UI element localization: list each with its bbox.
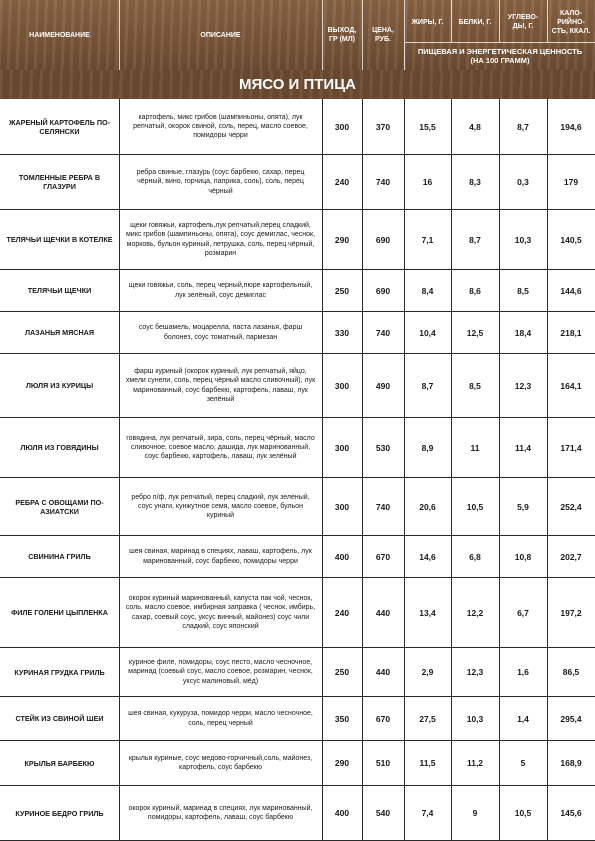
table-row bbox=[0, 648, 595, 697]
dish-carbs: 6,7 bbox=[517, 607, 529, 618]
column-divider bbox=[547, 99, 548, 841]
section-title: МЯСО И ПТИЦА bbox=[0, 70, 595, 99]
dish-output: 240 bbox=[334, 177, 350, 187]
dish-name: ТОМЛЕННЫЕ РЕБРА В ГЛАЗУРИ bbox=[18, 173, 101, 191]
column-divider bbox=[322, 99, 323, 841]
dish-description: крылья куриные, соус медово-горчичный,соль, майонез, картофель, соус барбекю bbox=[128, 754, 313, 771]
dish-output: 240 bbox=[334, 607, 350, 618]
dish-output: 350 bbox=[334, 713, 350, 724]
header-carbs: УГЛЕВО-ДЫ, Г. bbox=[507, 14, 539, 30]
column-divider bbox=[404, 99, 405, 841]
dish-name: ЛЮЛЯ ИЗ КУРИЦЫ bbox=[25, 381, 94, 390]
dish-price: 690 bbox=[375, 285, 391, 296]
column-divider bbox=[362, 99, 363, 841]
dish-price: 510 bbox=[375, 758, 391, 768]
dish-description: ребра свиные, глазурь (соус барбекю, сахар, перец чёрный, вино, горчица, паприка, соль), соль, перец чёрный bbox=[136, 169, 305, 195]
dish-price: 740 bbox=[375, 177, 391, 187]
dish-fat: 2,9 bbox=[421, 667, 434, 677]
dish-name: КУРИНАЯ ГРУДКА ГРИЛЬ bbox=[14, 667, 105, 677]
dish-price: 740 bbox=[375, 327, 391, 338]
dish-description: щеки говяжьи, соль, перец черный,пюре картофельный, лук зелёный, соус демиглас bbox=[128, 282, 313, 299]
dish-fat: 7,1 bbox=[421, 234, 434, 245]
dish-kcal: 202,7 bbox=[560, 551, 582, 562]
dish-description: фарш куриный (окорок куриный, лук репчатый, яйцо, хмели сунели, соль, перец чёрный масло сливочный), лук маринованный, соус барбекю, картофель, лаваш, лук зелёный bbox=[125, 368, 316, 403]
dish-output: 290 bbox=[334, 758, 350, 768]
dish-carbs: 8,5 bbox=[517, 285, 529, 296]
dish-protein: 8,5 bbox=[469, 380, 481, 391]
dish-carbs: 8,7 bbox=[517, 121, 529, 132]
dish-protein: 8,3 bbox=[469, 177, 481, 187]
dish-kcal: 252,4 bbox=[560, 501, 582, 512]
dish-fat: 8,4 bbox=[421, 285, 434, 296]
dish-name: ЛЮЛЯ ИЗ ГОВЯДИНЫ bbox=[20, 443, 99, 452]
table-row bbox=[0, 478, 595, 536]
table-row bbox=[0, 741, 595, 786]
dish-kcal: 86,5 bbox=[562, 667, 580, 677]
dish-kcal: 164,1 bbox=[560, 380, 582, 391]
table-header bbox=[0, 0, 595, 70]
dish-protein: 6,8 bbox=[469, 551, 481, 562]
dish-name: ФИЛЕ ГОЛЕНИ ЦЫПЛЕНКА bbox=[11, 608, 108, 617]
dish-output: 300 bbox=[334, 380, 350, 391]
dish-carbs: 5 bbox=[520, 758, 526, 768]
dish-description: картофель, микс грибов (шампиньоны, опята), лук репчатый, окорок свиной, соль, перец, масло соевое, помидоры черри bbox=[133, 113, 308, 140]
dish-name: СТЕЙК ИЗ СВИНОЙ ШЕИ bbox=[15, 714, 104, 723]
column-divider bbox=[451, 99, 452, 841]
dish-protein: 12,2 bbox=[466, 607, 484, 618]
table-row bbox=[0, 697, 595, 741]
dish-fat: 27,5 bbox=[419, 713, 436, 724]
header-divider bbox=[119, 0, 120, 70]
dish-price: 440 bbox=[375, 667, 391, 677]
dish-name: КУРИНОЕ БЕДРО ГРИЛЬ bbox=[15, 808, 104, 818]
dish-carbs: 10,8 bbox=[514, 551, 532, 562]
dish-price: 670 bbox=[375, 551, 391, 562]
header-divider bbox=[404, 42, 595, 43]
dish-protein: 12,3 bbox=[466, 667, 484, 677]
dish-output: 290 bbox=[334, 234, 350, 245]
table-row bbox=[0, 536, 595, 578]
table-row bbox=[0, 786, 595, 841]
dish-fat: 7,4 bbox=[421, 808, 434, 818]
dish-carbs: 10,3 bbox=[514, 234, 532, 245]
dish-protein: 12,5 bbox=[466, 327, 484, 338]
dish-output: 300 bbox=[334, 442, 350, 453]
dish-price: 440 bbox=[375, 607, 391, 618]
dish-description: окорок куриный, маринад в специях, лук маринованный, помидоры, картофель, лаваш, соус барбекю bbox=[128, 804, 313, 821]
dish-price: 740 bbox=[375, 501, 391, 512]
dish-description: окорок куриный маринованный, капуста пак чой, чеснок, соль, масло соевое, имбирная заправка ( чеснок, имбирь, сахар, соевый соус, уксус винный, майонез) соус чили сладкий, соус японский bbox=[125, 595, 316, 630]
dish-output: 250 bbox=[334, 285, 350, 296]
dish-price: 670 bbox=[375, 713, 391, 724]
dish-protein: 10,3 bbox=[466, 713, 484, 724]
table-row bbox=[0, 418, 595, 478]
header-divider bbox=[404, 0, 405, 70]
dish-description: шея свиная, кукуруза, помидор черри, масло чесночное, соль, перец черный bbox=[128, 710, 313, 727]
menu-table bbox=[0, 99, 595, 841]
header-description: ОПИСАНИЕ bbox=[200, 31, 241, 39]
header-price: ЦЕНА, РУБ. bbox=[372, 27, 394, 43]
dish-fat: 8,7 bbox=[421, 380, 434, 391]
dish-output: 400 bbox=[334, 808, 350, 818]
dish-name: ТЕЛЯЧЬИ ЩЕЧКИ В КОТЕЛКЕ bbox=[6, 235, 113, 244]
dish-protein: 10,5 bbox=[466, 501, 484, 512]
dish-protein: 9 bbox=[472, 808, 478, 818]
dish-kcal: 168,9 bbox=[560, 758, 582, 768]
header-nutrition: ПИЩЕВАЯ И ЭНЕРГЕТИЧЕСКАЯ ЦЕННОСТЬ (НА 100 ГРАММ) bbox=[417, 47, 583, 65]
dish-kcal: 218,1 bbox=[560, 327, 582, 338]
header-divider bbox=[451, 0, 452, 42]
header-fat: ЖИРЫ, Г. bbox=[411, 18, 444, 26]
table-row bbox=[0, 312, 595, 354]
table-row bbox=[0, 155, 595, 210]
dish-description: соус бешамель, моцарелла, паста лазанья, фарш болонез, соус томатный, пармезан bbox=[138, 324, 303, 341]
dish-kcal: 145,6 bbox=[560, 808, 582, 818]
dish-price: 530 bbox=[375, 442, 391, 453]
dish-kcal: 179 bbox=[563, 177, 579, 187]
table-row bbox=[0, 99, 595, 155]
dish-name: ЖАРЕНЫЙ КАРТОФЕЛЬ ПО- СЕЛЯНСКИ bbox=[8, 117, 111, 136]
table-row bbox=[0, 578, 595, 648]
dish-kcal: 144,6 bbox=[560, 285, 582, 296]
dish-name: СВИНИНА ГРИЛЬ bbox=[28, 552, 91, 561]
header-divider bbox=[499, 0, 500, 42]
column-divider bbox=[119, 99, 120, 841]
table-row bbox=[0, 354, 595, 418]
dish-carbs: 1,6 bbox=[517, 667, 529, 677]
dish-fat: 11,5 bbox=[419, 758, 436, 768]
dish-kcal: 171,4 bbox=[560, 442, 582, 453]
dish-protein: 4,8 bbox=[469, 121, 481, 132]
dish-price: 370 bbox=[375, 121, 391, 132]
dish-fat: 10,4 bbox=[419, 327, 436, 338]
dish-output: 330 bbox=[334, 327, 350, 338]
column-divider bbox=[499, 99, 500, 841]
dish-fat: 15,5 bbox=[419, 121, 436, 132]
dish-description: шея свиная, маринад в специях, лаваш, картофель, лук маринованный, соус барбекю, помидоры черри bbox=[129, 548, 312, 565]
dish-price: 540 bbox=[375, 808, 391, 818]
dish-carbs: 0,3 bbox=[517, 177, 529, 187]
header-name: НАИМЕНОВАНИЕ bbox=[29, 31, 90, 39]
dish-kcal: 295,4 bbox=[560, 713, 582, 724]
dish-description: говядина, лук репчатый, зира, соль, перец чёрный, масло сливочное, соевое масло, дашида, лук маринованный, соус барбекю, картофель, лаваш, лук зелёный bbox=[126, 434, 315, 461]
dish-name: КРЫЛЬЯ БАРБЕКЮ bbox=[24, 758, 95, 768]
header-protein: БЕЛКИ, Г. bbox=[458, 18, 492, 26]
dish-description: ребро п/ф, лук репчатый, перец сладкий, лук зеленый, соус унаги, кунжутное семя, масло соевое, бульон куриный bbox=[131, 493, 310, 520]
header-divider bbox=[322, 0, 323, 70]
dish-carbs: 10,5 bbox=[514, 808, 532, 818]
header-divider bbox=[547, 0, 548, 42]
dish-price: 490 bbox=[375, 380, 391, 391]
dish-fat: 14,6 bbox=[419, 551, 436, 562]
dish-name: ЛАЗАНЬЯ МЯСНАЯ bbox=[24, 328, 95, 337]
dish-fat: 16 bbox=[422, 177, 433, 187]
dish-protein: 8,6 bbox=[469, 285, 481, 296]
dish-kcal: 197,2 bbox=[560, 607, 582, 618]
dish-name: РЕБРА С ОВОЩАМИ ПО-АЗИАТСКИ bbox=[15, 497, 104, 516]
dish-protein: 11 bbox=[470, 442, 480, 453]
dish-description: щеки говяжьи, картофель,лук репчатый,перец сладкий, микс грибов (шампиньоны, опята), соус демиглас, чеснок, морковь, бульон куриный, петрушка, соль, перец чёрный, розмарин bbox=[125, 222, 316, 257]
dish-price: 690 bbox=[375, 234, 391, 245]
dish-protein: 11,2 bbox=[466, 758, 484, 768]
dish-carbs: 12,3 bbox=[514, 380, 532, 391]
dish-fat: 20,6 bbox=[419, 501, 436, 512]
header-kcal: КАЛО-РИЙНО-СТЬ, ККАЛ. bbox=[551, 9, 591, 35]
dish-fat: 8,9 bbox=[421, 442, 434, 453]
table-row bbox=[0, 270, 595, 312]
dish-name: ТЕЛЯЧЬИ ЩЕЧКИ bbox=[27, 286, 92, 295]
dish-kcal: 140,5 bbox=[560, 234, 582, 245]
dish-carbs: 11,4 bbox=[514, 442, 532, 453]
dish-protein: 8,7 bbox=[469, 234, 481, 245]
header-output: ВЫХОД, ГР (МЛ) bbox=[327, 27, 357, 43]
dish-fat: 13,4 bbox=[419, 607, 436, 618]
dish-output: 300 bbox=[334, 121, 350, 132]
dish-output: 300 bbox=[334, 501, 350, 512]
dish-carbs: 18,4 bbox=[514, 327, 532, 338]
dish-carbs: 5,9 bbox=[517, 501, 529, 512]
header-divider bbox=[362, 0, 363, 70]
dish-kcal: 194,6 bbox=[560, 121, 582, 132]
dish-description: куриное филе, помидоры, соус песто, масло чесночное, маринад (соевый соус, масло соевое, розмарин, чеснок, уксус малиновый, мёд) bbox=[128, 659, 313, 685]
dish-carbs: 1,4 bbox=[517, 713, 529, 724]
table-row bbox=[0, 210, 595, 270]
dish-output: 400 bbox=[334, 551, 350, 562]
dish-output: 250 bbox=[334, 667, 350, 677]
